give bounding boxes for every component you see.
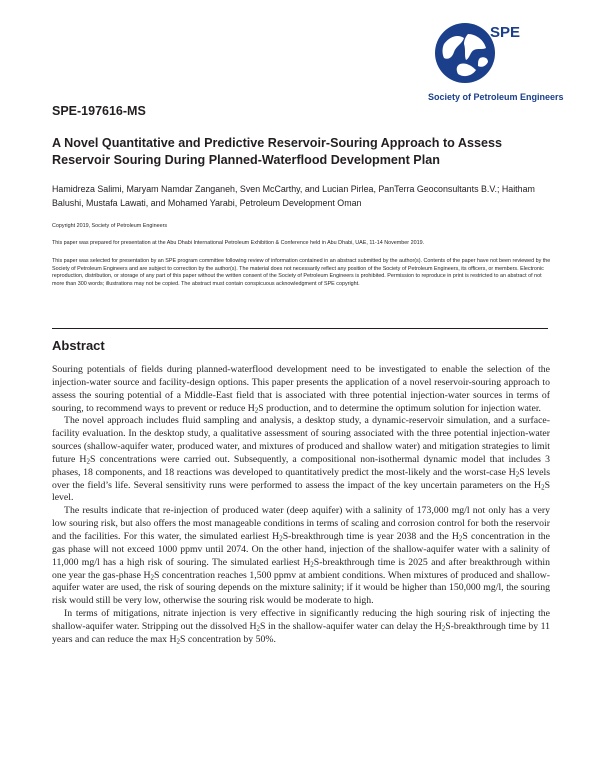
copyright-notice: Copyright 2019, Society of Petroleum Engineers xyxy=(52,223,168,229)
abstract-paragraph: The results indicate that re-injection of produced water (deep aquifer) with a salinity of 173,000 mg/l not only has a very low souring risk, but also offers the most manageable conditions in terms of scaling and corrosion control for both the reservoir and the facilities. For this water, the simulated earliest $H_2S$-breakthrough time is year 2038 and the $H_2S$ concentration in the gas phase will not exceed 1000 ppmv until 2074. On the other hand, injection of the shallow-aquifer water with a salinity of 11,000 mg/l has a high risk of souring. The simulated earliest $H_2S$-breakthrough time is 2025 and after breakthrough within one year the gas-phase $H_2S$ concentration reaches 1,500 ppmv at ambient conditions. When mixtures of produced and shallow-aquifer water are used, the risk of souring depends on the mixture salinity; if it would be higher than 150,000 mg/l, the souring risk would still be very low, otherwise the souring risk would be moderate to high. xyxy=(52,505,550,607)
spe-logo xyxy=(428,20,564,102)
section-divider xyxy=(52,328,548,329)
abstract-paragraph: In terms of mitigations, nitrate injection is very effective in significantly reducing the high souring risk of injecting the shallow-aquifer water. Stripping out the dissolved $H_2S$ in the shallow-aquifer water can delay the $H_2S$-breakthrough time by 11 years and can reduce the $\max H_2S$ concentration by 50%. xyxy=(52,608,550,646)
abstract-heading: Abstract xyxy=(52,338,105,353)
authors: Hamidreza Salimi, Maryam Namdar Zanganeh, Sven McCarthy, and Lucian Pirlea, PanTerra Geoconsultants B.V.; Haitham Balushi, Mustafa Lawati, and Mohamed Yarabi, Petroleum Development Oman xyxy=(52,184,535,208)
logo-abbrev: SPE xyxy=(490,24,521,41)
paper-id: SPE-197616-MS xyxy=(52,104,146,118)
abstract-paragraph: The novel approach includes fluid sampling and analysis, a desktop study, a dynamic-reservoir simulation, and a surface-facility evaluation. In the desktop study, a qualitative assessment of souring associated with the three potential injection-water sources (shallow-aquifer water, produced water, and mixtures of produced and shallow water) and mitigation strategies to limit future $H_2S$ concentrations were carried out. Subsequently, a compositional non-isothermal dynamic model that includes 3 phases, 18 components, and 18 reactions was developed to quantitatively predict the most-likely and the worst-case $H_2S$ levels over the field’s life. Several sensitivity runs were performed to assess the impact of the key uncertain parameters on the $H_2S$ level. xyxy=(52,415,551,504)
review-notice: This paper was selected for presentation by an SPE program committee following review of information contained in an abstract submitted by the author(s). Contents of the paper have not been reviewed by the Society of Petroleum Engineers and are subject to correction by the author(s). The material does not necessarily reflect any position of the Society of Petroleum Engineers, its officers, or members. Electronic reproduction, distribution, or storage of any part of this paper without the written consent of the Society of Petroleum Engineers is prohibited. Permission to reproduce in print is restricted to an abstract of not more than 300 words; illustrations may not be copied. The abstract must contain conspicuous acknowledgment of SPE copyright. xyxy=(52,258,551,287)
globe-icon xyxy=(434,22,496,84)
paper-title: A Novel Quantitative and Predictive Reservoir-Souring Approach to Assess Reservoir Souring During Planned-Waterflood Development Plan xyxy=(52,136,502,167)
abstract-paragraph: Souring potentials of fields during planned-waterflood development need to be investigated to enable the selection of the injection-water source and facility-design options. This paper presents the application of a novel reservoir-souring approach to assess the souring potential of a Middle-East field that is associated with three potential injection-water sources in terms of souring, to recommend ways to prevent or reduce $H_2S$ production, and to determine the optimum solution for injection water. xyxy=(52,364,550,415)
logo-caption: Society of Petroleum Engineers xyxy=(428,92,564,102)
abstract-body xyxy=(52,364,550,647)
presentation-notice: This paper was prepared for presentation at the Abu Dhabi International Petroleum Exhibition & Conference held in Abu Dhabi, UAE, 11-14 November 2019. xyxy=(52,240,425,246)
